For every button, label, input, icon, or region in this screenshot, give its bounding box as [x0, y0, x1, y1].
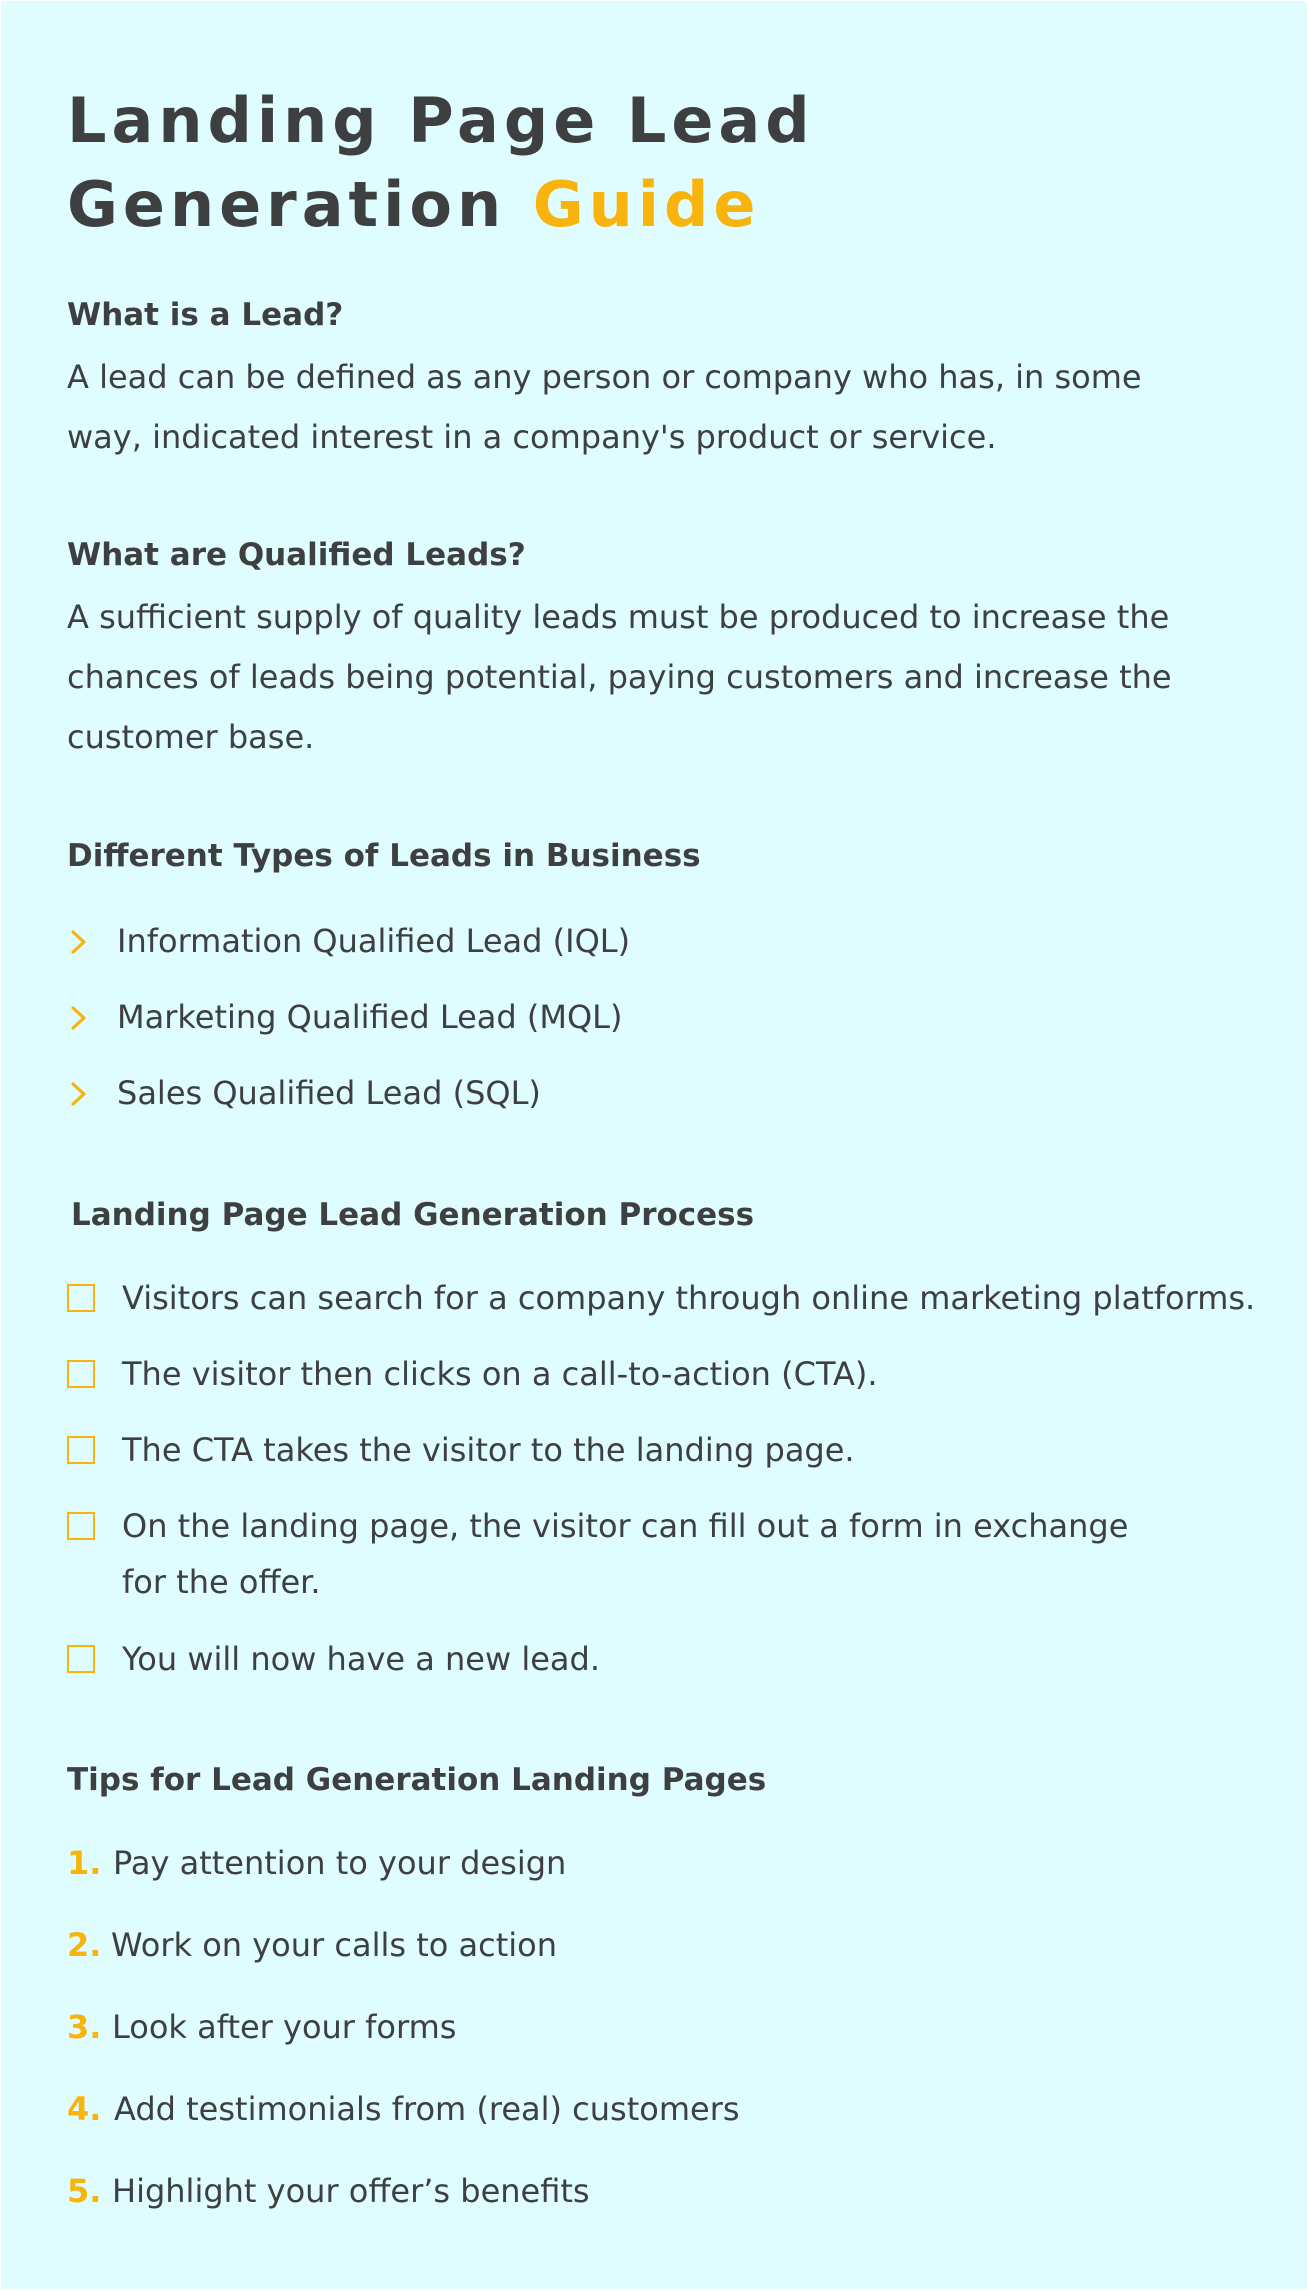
tip-text: Look after your forms: [112, 2008, 457, 2046]
checkbox-icon: [67, 1436, 95, 1464]
checklist-item-label: You will now have a new lead.: [122, 1640, 600, 1678]
chevron-right-icon: [69, 1081, 89, 1107]
checklist-item-label: The visitor then clicks on a call-to-action (CTA).: [122, 1355, 878, 1393]
tip-number: 5.: [67, 2172, 102, 2210]
title-line-2-prefix: Generation: [67, 168, 507, 241]
list-item-label: Information Qualified Lead (IQL): [117, 922, 631, 960]
qualified-body: A sufficient supply of quality leads must be produced to increase the chances of leads being potential, paying customers and increase the customer base.: [67, 598, 1172, 756]
lead-body: A lead can be defined as any person or company who has, in some way, indicated interest in a company's product or service.: [67, 358, 1142, 456]
tips-heading: Tips for Lead Generation Landing Pages: [67, 1762, 767, 1798]
list-item-label: Marketing Qualified Lead (MQL): [117, 998, 623, 1036]
tip-text: Highlight your offer’s benefits: [112, 2172, 590, 2210]
qualified-heading: What are Qualified Leads?: [67, 537, 526, 573]
tip-number: 4.: [67, 2090, 102, 2128]
checklist-item-label: On the landing page, the visitor can fill out a form in exchange for the offer.: [122, 1507, 1129, 1601]
types-heading: Different Types of Leads in Business: [67, 838, 701, 874]
chevron-right-icon: [69, 929, 89, 955]
tip-number: 3.: [67, 2008, 102, 2046]
tip-text: Pay attention to your design: [113, 1844, 567, 1882]
checkbox-icon: [67, 1360, 95, 1388]
title-line-1: Landing Page Lead: [67, 84, 815, 157]
tip-text: Add testimonials from (real) customers: [114, 2090, 740, 2128]
process-heading: Landing Page Lead Generation Process: [71, 1197, 755, 1233]
guide-page: [1, 1, 1307, 2289]
list-item-label: Sales Qualified Lead (SQL): [117, 1074, 541, 1112]
tip-number: 2.: [67, 1926, 102, 1964]
checkbox-icon: [67, 1284, 95, 1312]
checkbox-icon: [67, 1512, 95, 1540]
checklist-item-label: The CTA takes the visitor to the landing page.: [122, 1431, 855, 1469]
tip-text: Work on your calls to action: [111, 1926, 557, 1964]
checklist-item-label: Visitors can search for a company through online marketing platforms.: [122, 1279, 1256, 1317]
checkbox-icon: [67, 1645, 95, 1673]
title-accent: Guide: [532, 168, 761, 241]
chevron-right-icon: [69, 1005, 89, 1031]
tip-number: 1.: [67, 1844, 102, 1882]
lead-heading: What is a Lead?: [67, 297, 344, 333]
page-title: [67, 79, 815, 247]
